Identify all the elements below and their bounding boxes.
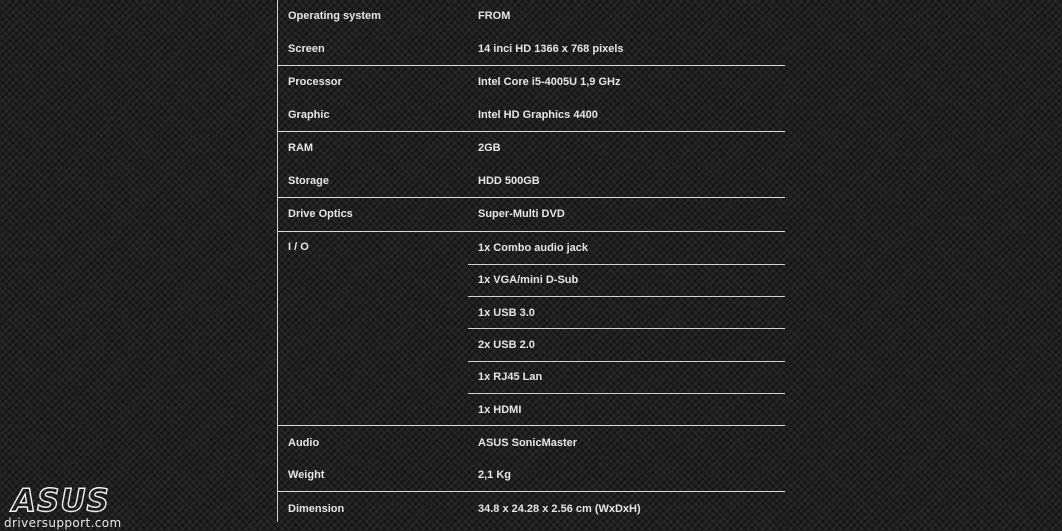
io-item: 1x VGA/mini D-Sub bbox=[468, 264, 785, 296]
spec-label: Dimension bbox=[288, 502, 345, 515]
spec-row-screen bbox=[278, 33, 785, 66]
spec-group-audio-weight bbox=[278, 425, 785, 491]
spec-value: Super-Multi DVD bbox=[478, 208, 565, 221]
spec-label: Drive Optics bbox=[288, 208, 353, 221]
spec-label: Audio bbox=[288, 436, 320, 449]
spec-row-operating-system bbox=[278, 0, 785, 33]
io-label: I / O bbox=[288, 240, 309, 253]
spec-value: 2,1 Kg bbox=[478, 469, 512, 482]
spec-group-os-screen bbox=[278, 0, 785, 65]
watermark bbox=[4, 483, 144, 530]
spec-label: Storage bbox=[288, 174, 329, 187]
spec-row-audio bbox=[278, 426, 785, 459]
spec-row-processor bbox=[278, 66, 785, 99]
spec-row-drive-optics bbox=[278, 198, 785, 231]
spec-group-dimension bbox=[278, 491, 785, 525]
io-list bbox=[468, 232, 785, 426]
io-item: 2x USB 2.0 bbox=[468, 328, 785, 360]
spec-group-drive-optics bbox=[278, 197, 785, 231]
spec-row-weight bbox=[278, 459, 785, 492]
spec-value: FROM bbox=[478, 10, 511, 23]
spec-label: Graphic bbox=[288, 108, 330, 121]
spec-row-storage bbox=[278, 165, 785, 198]
spec-label: Screen bbox=[288, 42, 325, 55]
spec-table bbox=[277, 0, 785, 522]
io-item: 1x Combo audio jack bbox=[478, 241, 589, 254]
spec-value: Intel HD Graphics 4400 bbox=[478, 108, 598, 121]
spec-label: Processor bbox=[288, 76, 342, 89]
spec-value: 34.8 x 24.28 x 2.56 cm (WxDxH) bbox=[478, 502, 641, 515]
spec-row-graphic bbox=[278, 99, 785, 132]
spec-value: HDD 500GB bbox=[478, 174, 540, 187]
io-item: 1x RJ45 Lan bbox=[468, 361, 785, 393]
spec-group-ram-storage bbox=[278, 131, 785, 197]
asus-logo: ASUS bbox=[12, 483, 110, 519]
spec-group-io bbox=[278, 231, 785, 426]
spec-label: Weight bbox=[288, 469, 325, 482]
spec-label: RAM bbox=[288, 142, 314, 155]
spec-value: 2GB bbox=[478, 142, 501, 155]
spec-group-processor-graphic bbox=[278, 65, 785, 131]
spec-value: 14 inci HD 1366 x 768 pixels bbox=[478, 42, 624, 55]
watermark-site: driversupport.com bbox=[4, 516, 122, 530]
spec-value: ASUS SonicMaster bbox=[478, 436, 578, 449]
io-item: 1x HDMI bbox=[468, 393, 785, 425]
spec-value: Intel Core i5-4005U 1,9 GHz bbox=[478, 76, 621, 89]
io-item: 1x USB 3.0 bbox=[468, 296, 785, 328]
spec-row-dimension bbox=[278, 492, 785, 525]
spec-row-ram bbox=[278, 132, 785, 165]
spec-label: Operating system bbox=[288, 10, 381, 23]
